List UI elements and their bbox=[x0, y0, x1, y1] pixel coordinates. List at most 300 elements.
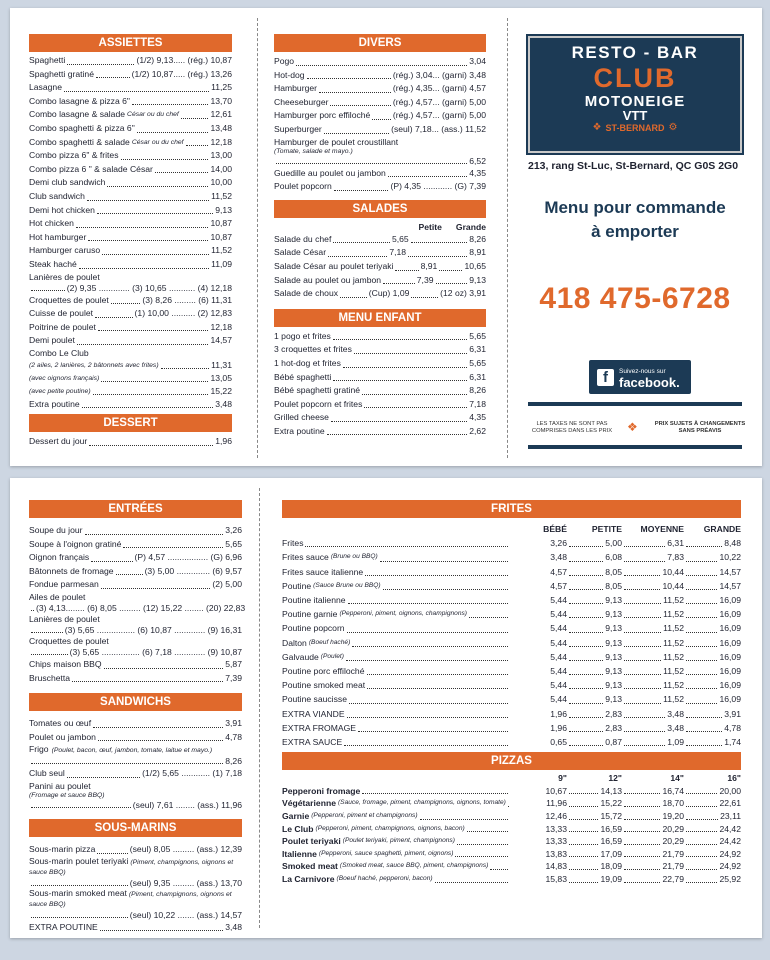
item-price: (2) 9,35 ............. (3) 10,65 ........... (4) 12,18 bbox=[66, 282, 232, 293]
item-name: Grilled cheese bbox=[274, 412, 329, 423]
item-name: Poulet ou jambon bbox=[29, 731, 96, 742]
item-price: 20,29 bbox=[662, 836, 684, 847]
item-price-petite: 5,65 bbox=[391, 233, 409, 244]
item-price: (1/2) 5,65 ............ (1) 7,18 bbox=[142, 768, 242, 779]
item-price: 12,18 bbox=[210, 321, 232, 332]
item-price: 1,96 bbox=[215, 436, 232, 447]
item-detail: (Tomate, salade et mayo.) bbox=[274, 147, 353, 155]
menu-item bbox=[274, 274, 486, 288]
item-name: 3 croquettes et frites bbox=[274, 344, 352, 355]
item-price: 20,29 bbox=[662, 823, 684, 834]
item-price: 16,74 bbox=[662, 785, 684, 796]
menu-item-croquettes bbox=[29, 636, 242, 658]
item-price: 12,46 bbox=[545, 811, 567, 822]
item-price: 11,52 bbox=[211, 245, 232, 256]
item-name: EXTRA POUTINE bbox=[29, 921, 98, 932]
menu-item bbox=[29, 672, 242, 686]
item-name: Spaghetti bbox=[29, 55, 66, 65]
menu-item bbox=[282, 692, 510, 706]
item-price: (3) 5,65 ................ (6) 7,18 ............. (9) 10,87 bbox=[69, 646, 242, 657]
item-price: 6,52 bbox=[469, 155, 486, 166]
item-price: (3) 8,26 ......... (6) 11,31 bbox=[142, 294, 232, 305]
menu-item-frigo bbox=[29, 744, 242, 767]
salade-col-grande: Grande bbox=[455, 221, 486, 232]
item-price: 6,31 bbox=[667, 538, 684, 549]
item-name: 1 pogo et frites bbox=[274, 330, 331, 341]
item-price: 2,62 bbox=[469, 425, 486, 436]
column-header: 16" bbox=[727, 773, 741, 784]
menu-item bbox=[29, 81, 232, 95]
item-detail: (Pepperoni, piment et champignons) bbox=[311, 812, 418, 820]
item-price-grande: (12 oz) 3,91 bbox=[440, 288, 487, 299]
frites-column bbox=[282, 500, 741, 886]
item-name: Bruschetta bbox=[29, 672, 71, 683]
item-name: Tomates ou œuf bbox=[29, 718, 92, 729]
item-detail: (Pepperoni, piment, oignons, champignons) bbox=[339, 610, 467, 618]
item-detail: (Poulet) bbox=[320, 652, 344, 660]
menu-item bbox=[274, 357, 486, 371]
item-price: 7,39 bbox=[225, 672, 242, 683]
item-price: 8,26 bbox=[225, 756, 242, 767]
item-price: 14,57 bbox=[719, 566, 741, 577]
menu-item bbox=[282, 593, 510, 607]
item-name: Spaghetti gratiné bbox=[29, 68, 94, 79]
item-name: Combo spaghetti & pizza 6" bbox=[29, 122, 135, 133]
item-name: Frites bbox=[282, 538, 304, 549]
item-price: 3,91 bbox=[225, 718, 242, 729]
item-price: 16,59 bbox=[600, 823, 622, 834]
item-name: Salade du chef bbox=[274, 233, 332, 244]
snowmobile-icon: ❖ bbox=[592, 122, 602, 133]
item-price: (rég.) 4,35... (garni) 4,57 bbox=[392, 83, 486, 94]
item-name: Poutine italienne bbox=[282, 595, 346, 606]
item-price: 13,05 bbox=[210, 372, 232, 383]
item-name: Fondue parmesan bbox=[29, 579, 99, 590]
menu-item bbox=[29, 435, 232, 449]
menu-item bbox=[29, 95, 232, 109]
item-price: 11,52 bbox=[663, 694, 684, 705]
item-price: 14,83 bbox=[545, 861, 567, 872]
item-price: (seul) 10,22 ....... (ass.) 14,57 bbox=[129, 909, 242, 920]
item-price: 5,00 bbox=[605, 538, 622, 549]
item-detail: (Poulet, bacon, œuf, jambon, tomate, laitue et mayo.) bbox=[51, 747, 213, 755]
item-price: 12,18 bbox=[210, 136, 232, 147]
item-price: 24,42 bbox=[719, 823, 741, 834]
item-price: 3,48 bbox=[225, 921, 242, 932]
item-name: Combo spaghetti & salade bbox=[29, 136, 130, 147]
item-price: 4,78 bbox=[225, 731, 242, 742]
item-price: (3) 4,13........ (6) 8,05 ......... (12) 15,22 ........ (20) 22,83 bbox=[36, 602, 246, 613]
item-name: Soupe du jour bbox=[29, 525, 83, 535]
menu-item-croustillant bbox=[274, 137, 486, 167]
menu-item bbox=[274, 398, 486, 412]
item-price: 3,48 bbox=[215, 398, 232, 409]
menu-item-lanieres bbox=[29, 614, 242, 636]
item-price: 11,52 bbox=[663, 637, 684, 648]
item-price: 15,83 bbox=[545, 874, 567, 884]
item-price: 9,13 bbox=[605, 637, 622, 648]
menu-item bbox=[29, 767, 242, 781]
menu-item-panini bbox=[29, 781, 242, 811]
salade-col-petite: Petite bbox=[418, 221, 442, 232]
item-price: 9,13 bbox=[605, 651, 622, 662]
item-name: EXTRA FROMAGE bbox=[282, 722, 357, 733]
item-price: 8,05 bbox=[605, 580, 622, 591]
menu-item bbox=[29, 163, 232, 177]
item-name: Extra poutine bbox=[29, 398, 80, 409]
entrees-header: ENTRÉES bbox=[29, 500, 242, 518]
item-price: 9,13 bbox=[605, 694, 622, 705]
item-price: 5,44 bbox=[550, 637, 567, 648]
item-price: 20,00 bbox=[719, 785, 741, 796]
item-price: 15,22 bbox=[600, 798, 622, 809]
item-price: 13,70 bbox=[210, 95, 232, 106]
item-detail: (Sauce, fromage, piment, champignons, oignons, tomate) bbox=[337, 799, 506, 807]
item-name: Poulet popcorn et frites bbox=[274, 398, 363, 409]
item-price: 13,33 bbox=[545, 836, 567, 847]
menu-page-back bbox=[10, 478, 762, 938]
item-detail: (Fromage et sauce BBQ) bbox=[29, 791, 105, 799]
menu-page-front bbox=[10, 8, 762, 466]
item-name: La Carnivore bbox=[282, 874, 335, 884]
item-detail: (Pepperoni, sauce spaghetti, piment, oignons) bbox=[318, 849, 454, 857]
item-detail: (Brune ou BBQ) bbox=[330, 553, 378, 561]
item-name: Poitrine de poulet bbox=[29, 321, 96, 332]
menu-item-ailes bbox=[29, 591, 246, 614]
menu-item bbox=[282, 678, 510, 692]
menu-item bbox=[274, 246, 486, 260]
divers-header: DIVERS bbox=[274, 34, 486, 52]
item-price: 6,31 bbox=[469, 344, 486, 355]
item-name: Croquettes de poulet bbox=[29, 635, 109, 646]
item-price: 6,31 bbox=[469, 371, 486, 382]
menu-item bbox=[282, 707, 510, 721]
item-detail: (Poulet teriyaki, piment, champignons) bbox=[342, 837, 455, 845]
item-price: 16,09 bbox=[719, 666, 741, 677]
menu-item bbox=[29, 921, 242, 935]
menu-item bbox=[274, 425, 486, 439]
item-price: 4,57 bbox=[550, 580, 567, 591]
logo-line-resto-bar: RESTO - BAR bbox=[571, 43, 699, 62]
item-price: 16,09 bbox=[719, 595, 741, 606]
item-name: Chips maison BBQ bbox=[29, 658, 102, 669]
item-price: (3) 5,65 ................ (6) 10,87 ............. (9) 16,31 bbox=[64, 624, 242, 635]
item-price: 11,52 bbox=[663, 609, 684, 620]
item-name: Salade au poulet ou jambon bbox=[274, 274, 382, 285]
item-price: 10,87 bbox=[210, 218, 232, 229]
menu-item bbox=[282, 835, 510, 848]
menu-item bbox=[282, 848, 510, 861]
phone-number[interactable]: 418 475-6728 bbox=[539, 282, 731, 315]
item-price: 14,00 bbox=[210, 163, 232, 174]
item-detail: (Pepperoni, piment, champignons, oignons, bacon) bbox=[315, 824, 465, 832]
item-detail: (Smoked meat, sauce BBQ, piment, champignons) bbox=[339, 862, 489, 870]
item-price: 8,05 bbox=[605, 566, 622, 577]
item-price: 16,09 bbox=[719, 680, 741, 691]
item-price: 3,04 bbox=[469, 56, 486, 66]
item-price: 3,48 bbox=[550, 552, 567, 563]
item-name: EXTRA SAUCE bbox=[282, 737, 343, 748]
item-name: Hamburger bbox=[274, 83, 317, 94]
item-price: 16,59 bbox=[600, 836, 622, 847]
menu-item bbox=[29, 334, 232, 348]
item-price: 19,09 bbox=[600, 874, 622, 884]
dessert-header: DESSERT bbox=[29, 414, 232, 432]
item-detail: (Boeuf haché) bbox=[308, 638, 351, 646]
menu-item bbox=[274, 384, 486, 398]
menu-item bbox=[29, 68, 232, 82]
item-name: Hot-dog bbox=[274, 69, 305, 80]
menu-item bbox=[274, 123, 486, 137]
menu-item bbox=[29, 538, 242, 552]
item-name: Sous-marin pizza bbox=[29, 843, 96, 854]
item-price-petite: (Cup) 1,09 bbox=[368, 288, 410, 299]
item-price: 10,67 bbox=[545, 785, 567, 796]
menu-item bbox=[274, 55, 486, 69]
item-name: Cuisse de poulet bbox=[29, 308, 94, 319]
menu-item bbox=[29, 565, 242, 579]
taxes-note: LES TAXES NE SONT PAS COMPRISES DANS LES PRIX bbox=[531, 421, 613, 434]
item-price: 11,52 bbox=[663, 595, 684, 606]
item-name: Poutine popcorn bbox=[282, 623, 345, 634]
item-price: 17,09 bbox=[600, 848, 622, 859]
item-price: 19,20 bbox=[662, 811, 684, 822]
logo-line-club: CLUB bbox=[593, 63, 677, 93]
menu-item bbox=[274, 180, 486, 194]
item-price: 18,70 bbox=[662, 798, 684, 809]
item-name: Lasagne bbox=[29, 82, 62, 93]
item-price: 5,44 bbox=[550, 666, 567, 677]
address: 213, rang St-Luc, St-Bernard, QC G0S 2G0 bbox=[528, 160, 739, 172]
item-price: 10,44 bbox=[662, 580, 684, 591]
menu-item bbox=[274, 96, 486, 110]
facebook-button[interactable] bbox=[589, 360, 691, 394]
item-name: Frigo bbox=[29, 744, 49, 755]
item-price: 8,26 bbox=[469, 385, 486, 396]
item-price: 4,57 bbox=[550, 566, 567, 577]
menu-item bbox=[29, 321, 232, 335]
item-name: Combo pizza 6 " & salade César bbox=[29, 163, 153, 174]
item-price: 4,35 bbox=[469, 167, 486, 178]
menu-item bbox=[282, 621, 510, 635]
item-name: Hot hamburger bbox=[29, 231, 87, 242]
menu-item bbox=[282, 536, 510, 550]
menu-item bbox=[274, 69, 486, 83]
menu-item bbox=[282, 664, 510, 678]
menu-item bbox=[29, 190, 232, 204]
item-price: (seul) 8,05 ......... (ass.) 12,39 bbox=[129, 843, 242, 854]
item-price: 5,65 bbox=[469, 357, 486, 368]
item-price: 22,61 bbox=[719, 798, 741, 809]
menu-item bbox=[282, 823, 510, 836]
item-price: 5,44 bbox=[550, 651, 567, 662]
item-name: Dessert du jour bbox=[29, 436, 88, 447]
item-price: 5,44 bbox=[550, 680, 567, 691]
item-name: Salade César au poulet teriyaki bbox=[274, 260, 394, 271]
item-name: 1 hot-dog et frites bbox=[274, 357, 341, 368]
item-name: Demi hot chicken bbox=[29, 204, 95, 215]
item-name: Club seul bbox=[29, 768, 65, 779]
menu-item bbox=[282, 810, 510, 823]
item-price: 9,13 bbox=[215, 204, 232, 215]
item-name: Steak haché bbox=[29, 258, 77, 269]
assiettes-column bbox=[29, 34, 232, 449]
item-price: 10,00 bbox=[210, 177, 232, 188]
item-price: 4,78 bbox=[724, 722, 741, 733]
tagline bbox=[518, 196, 752, 244]
item-name: Lanières de poulet bbox=[29, 613, 100, 624]
item-price: 11,09 bbox=[211, 258, 232, 269]
item-name: Cheeseburger bbox=[274, 96, 329, 107]
item-price: 11,52 bbox=[663, 666, 684, 677]
item-price: 3,26 bbox=[225, 525, 242, 535]
item-name: Poutine smoked meat bbox=[282, 680, 366, 691]
item-price: 5,65 bbox=[469, 330, 486, 341]
item-name: Bébé spaghetti bbox=[274, 371, 332, 382]
item-name: Demi poulet bbox=[29, 335, 75, 346]
item-name: Ailes de poulet bbox=[29, 591, 86, 602]
item-price: 11,31 bbox=[211, 359, 232, 370]
facebook-icon: f bbox=[597, 369, 614, 386]
menu-item bbox=[29, 217, 232, 231]
column-header: PETITE bbox=[591, 524, 622, 534]
item-name: Bâtonnets de fromage bbox=[29, 565, 114, 576]
menu-item bbox=[274, 343, 486, 357]
item-price: (2) 5,00 bbox=[212, 579, 242, 590]
menu-item bbox=[29, 658, 242, 672]
item-name: Oignon français bbox=[29, 552, 90, 563]
logo-line-motoneige: MOTONEIGE bbox=[584, 93, 686, 110]
menu-item bbox=[282, 650, 510, 664]
column-header: MOYENNE bbox=[640, 524, 684, 534]
item-name: Pogo bbox=[274, 56, 295, 66]
price-change-note: PRIX SUJETS À CHANGEMENTS SANS PRÉAVIS bbox=[654, 421, 746, 434]
item-detail: (Boeuf haché, pepperoni, bacon) bbox=[336, 875, 433, 882]
item-price: (rég.) 4,57... (garni) 5,00 bbox=[392, 96, 486, 107]
menu-item bbox=[29, 136, 232, 150]
item-price: 9,13 bbox=[605, 595, 622, 606]
pizzas-header: PIZZAS bbox=[282, 752, 741, 770]
menu-item bbox=[274, 371, 486, 385]
item-price: (1/2) 9,13..... (rég.) 10,87 bbox=[136, 55, 232, 65]
item-price: 11,96 bbox=[546, 798, 567, 809]
item-name: Club sandwich bbox=[29, 190, 85, 201]
logo-line-vtt: VTT bbox=[622, 108, 648, 123]
menu-item-lanieres bbox=[29, 272, 232, 294]
resto-bar-logo bbox=[528, 36, 742, 153]
item-price: (rég.) 3,04... (garni) 3,48 bbox=[392, 69, 486, 80]
salades-header: SALADES bbox=[274, 200, 486, 218]
menu-item bbox=[29, 524, 242, 538]
item-detail: (2 ailes, 2 lanières, 2 bâtonnets avec frites) bbox=[29, 361, 159, 369]
item-price: 0,87 bbox=[605, 737, 622, 748]
item-price: 11,52 bbox=[663, 651, 684, 662]
item-price: 9,13 bbox=[605, 609, 622, 620]
item-name: Dalton bbox=[282, 637, 307, 648]
menu-item bbox=[29, 122, 232, 136]
sous-marins-header: SOUS-MARINS bbox=[29, 819, 242, 837]
snowmobile-icon: ❖ bbox=[627, 420, 638, 434]
menu-item bbox=[282, 785, 510, 798]
item-price: 9,13 bbox=[605, 623, 622, 634]
item-detail: (avec petite poutine) bbox=[29, 387, 91, 395]
item-price: 10,87 bbox=[210, 231, 232, 242]
item-name: Croquettes de poulet bbox=[29, 294, 109, 305]
column-header: BÉBÉ bbox=[543, 524, 567, 534]
item-detail: (Piment, champignons, oignons et sauce BBQ) bbox=[29, 858, 234, 877]
item-price: 24,92 bbox=[719, 861, 741, 872]
item-price: 2,83 bbox=[605, 708, 622, 719]
item-name: Pepperoni fromage bbox=[282, 785, 361, 796]
item-price: 16,09 bbox=[719, 623, 741, 634]
menu-item bbox=[29, 857, 242, 889]
entrees-column bbox=[29, 500, 246, 934]
item-name: Soupe à l'oignon gratiné bbox=[29, 538, 122, 549]
item-name: Hamburger de poulet croustillant bbox=[274, 136, 399, 147]
item-name: Combo lasagne & salade bbox=[29, 109, 126, 120]
item-price: 14,57 bbox=[210, 335, 232, 346]
menu-item bbox=[29, 108, 232, 122]
item-name: Poutine porc effiloché bbox=[282, 666, 365, 677]
item-price: 1,09 bbox=[667, 737, 684, 748]
item-price: 16,09 bbox=[719, 694, 741, 705]
item-name: Sous-marin poulet teriyaki bbox=[29, 855, 129, 866]
item-price: 23,11 bbox=[720, 811, 741, 822]
menu-item bbox=[282, 565, 510, 579]
item-price: 5,44 bbox=[550, 623, 567, 634]
menu-item bbox=[282, 636, 510, 650]
item-name: Végétarienne bbox=[282, 798, 336, 809]
item-price: (1/2) 10,87..... (rég.) 13,26 bbox=[131, 68, 232, 79]
menu-item bbox=[29, 551, 242, 565]
item-name: Panini au poulet bbox=[29, 780, 91, 791]
menu-item bbox=[29, 398, 232, 412]
item-price: 9,13 bbox=[605, 680, 622, 691]
item-price: 9,13 bbox=[605, 666, 622, 677]
item-detail: (Sauce Brune ou BBQ) bbox=[313, 581, 381, 589]
item-price: 13,33 bbox=[545, 823, 567, 834]
item-price: 15,22 bbox=[210, 385, 232, 396]
menu-item bbox=[282, 579, 510, 593]
item-detail: César ou du chef bbox=[131, 138, 184, 146]
menu-item bbox=[274, 330, 486, 344]
item-price: 16,09 bbox=[719, 609, 741, 620]
item-price: 18,09 bbox=[600, 861, 622, 872]
item-price: 21,79 bbox=[662, 861, 684, 872]
item-price: 6,08 bbox=[605, 552, 622, 563]
column-header: GRANDE bbox=[703, 524, 741, 534]
item-price: (1) 10,00 .......... (2) 12,83 bbox=[134, 308, 232, 319]
item-price: 11,52 bbox=[663, 623, 684, 634]
item-price-petite: 7,39 bbox=[416, 274, 434, 285]
item-price: 0,65 bbox=[550, 737, 567, 748]
item-price: (seul) 7,61 ........ (ass.) 11,96 bbox=[132, 799, 242, 810]
item-price: 4,35 bbox=[469, 412, 486, 423]
item-price: (rég.) 4,57... (garni) 5,00 bbox=[392, 110, 486, 121]
item-price: 5,44 bbox=[550, 694, 567, 705]
menu-item-combo-club bbox=[29, 348, 232, 398]
menu-item bbox=[282, 860, 510, 873]
item-price: 24,42 bbox=[719, 836, 741, 847]
item-name: Lanières de poulet bbox=[29, 271, 100, 282]
menu-item bbox=[29, 258, 232, 272]
divider-bar bbox=[528, 402, 742, 406]
item-price: (3) 5,00 .............. (6) 9,57 bbox=[144, 565, 242, 576]
item-price-grande: 9,13 bbox=[469, 274, 486, 285]
item-name: Hamburger caruso bbox=[29, 245, 101, 256]
item-price: 13,83 bbox=[545, 848, 567, 859]
assiettes-header: ASSIETTES bbox=[29, 34, 232, 52]
